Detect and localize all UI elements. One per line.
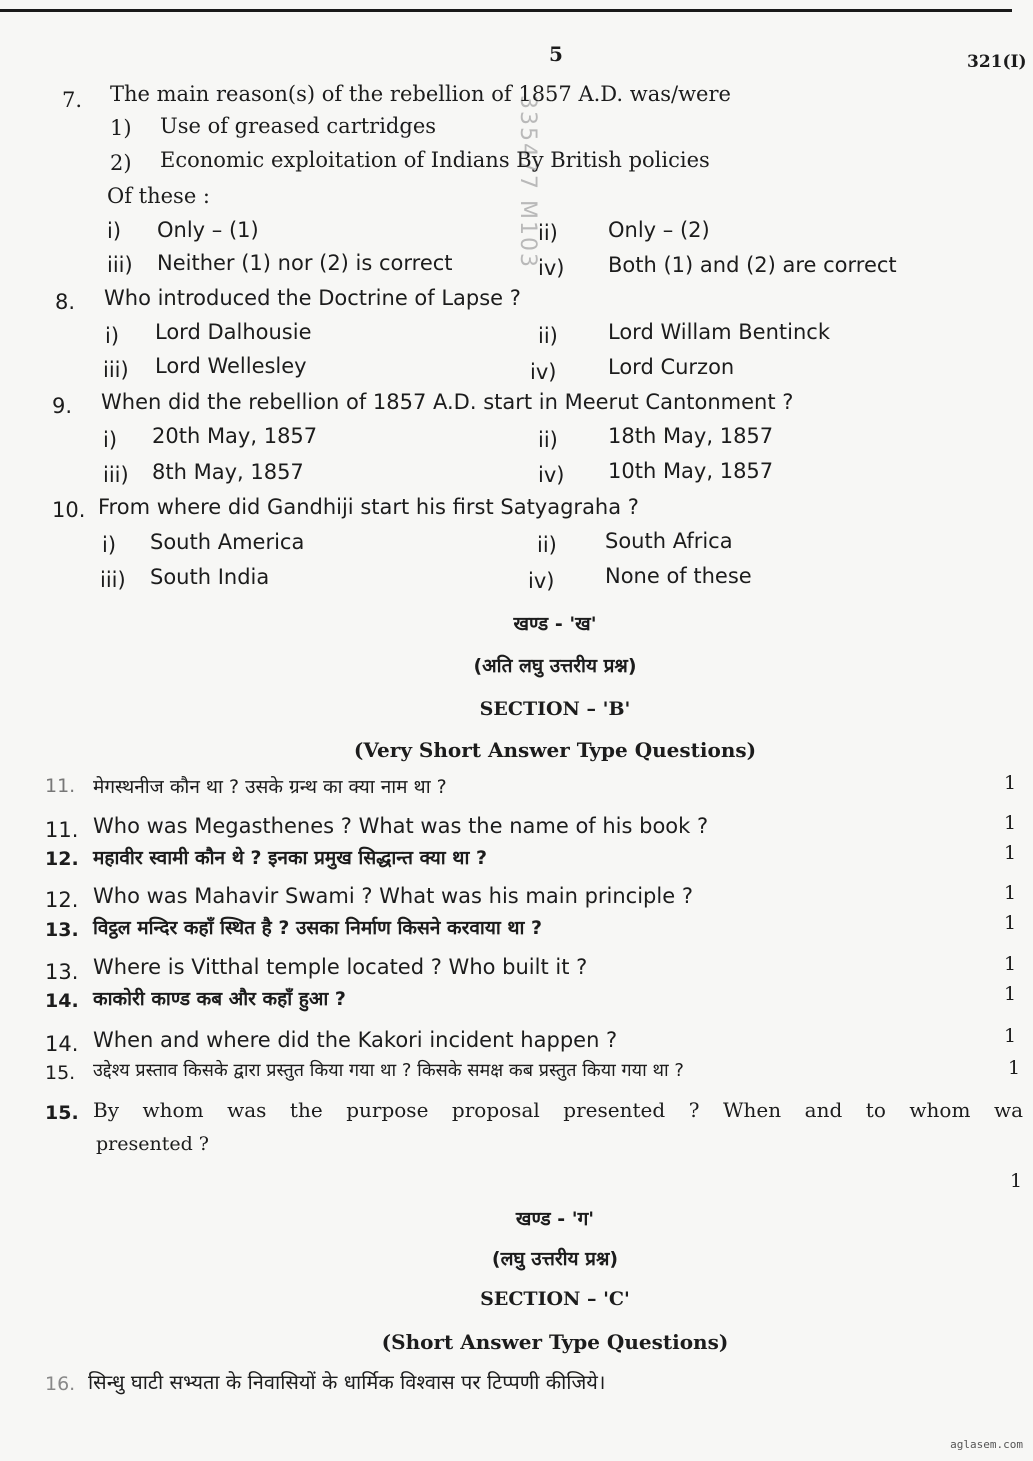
q15-hindi-text: उद्देश्य प्रस्ताव किसके द्वारा प्रस्तुत किया गया था ? किसके समक्ष कब प्रस्तुत किया गया था ? <box>93 1060 684 1081</box>
section-c-hindi-title: खण्ड - 'ग' <box>515 1208 595 1230</box>
q10-option-3: South India <box>150 565 270 589</box>
q9-option-1-num: i) <box>103 428 118 452</box>
question-9-text: When did the rebellion of 1857 A.D. start in Meerut Cantonment ? <box>101 390 794 414</box>
q9-option-4: 10th May, 1857 <box>608 459 774 483</box>
q15-hindi-mark: 1 <box>1008 1057 1021 1079</box>
section-b-hindi-subtitle: (अति लघु उत्तरीय प्रश्न) <box>473 655 637 677</box>
q7-option-4: Both (1) and (2) are correct <box>608 253 897 277</box>
q10-option-3-num: iii) <box>100 568 126 592</box>
q9-option-2-num: ii) <box>538 428 558 452</box>
section-c-subtitle: (Short Answer Type Questions) <box>381 1330 729 1354</box>
q9-option-4-num: iv) <box>538 463 565 487</box>
q8-option-1-num: i) <box>105 324 120 348</box>
q12-hindi-mark: 1 <box>1004 842 1017 864</box>
q9-option-3: 8th May, 1857 <box>152 460 304 484</box>
q7-option-4-num: iv) <box>538 256 565 280</box>
q10-option-4: None of these <box>605 564 752 588</box>
q16-number: 16. <box>45 1373 76 1395</box>
q7-option-1-num: i) <box>107 219 122 243</box>
question-8-text: Who introduced the Doctrine of Lapse ? <box>104 286 521 310</box>
question-7-text: The main reason(s) of the rebellion of 1857 A.D. was/were <box>110 82 731 106</box>
q14-english-mark: 1 <box>1004 1025 1017 1047</box>
q10-option-2: South Africa <box>605 529 733 553</box>
section-c-hindi-subtitle: (लघु उत्तरीय प्रश्न) <box>491 1248 619 1270</box>
question-8-number: 8. <box>55 290 76 314</box>
question-7-number: 7. <box>62 88 83 112</box>
q16-hindi-text: सिन्धु घाटी सभ्यता के निवासियों के धार्मिक विश्वास पर टिप्पणी कीजिये। <box>88 1370 606 1394</box>
q15-english-text: By whom was the purpose proposal presented ? When and to whom wa <box>93 1098 1023 1122</box>
q14-hindi-mark: 1 <box>1004 983 1017 1005</box>
q7-option-3: Neither (1) nor (2) is correct <box>157 251 453 275</box>
q10-option-2-num: ii) <box>537 533 557 557</box>
q8-option-4-num: iv) <box>530 360 557 384</box>
q14-hindi-text: काकोरी काण्ड कब और कहाँ हुआ ? <box>93 988 346 1010</box>
section-b-title: SECTION – 'B' <box>479 698 631 720</box>
top-rule <box>0 9 1012 12</box>
q9-option-2: 18th May, 1857 <box>608 424 774 448</box>
q9-option-1: 20th May, 1857 <box>152 424 318 448</box>
q8-option-1: Lord Dalhousie <box>155 320 312 344</box>
q8-option-3-num: iii) <box>103 358 129 382</box>
page-number: 5 <box>549 42 563 66</box>
q7-option-1: Only – (1) <box>157 218 259 242</box>
q7-statement-2: Economic exploitation of Indians By British policies <box>160 148 710 172</box>
q13-hindi-mark: 1 <box>1004 912 1017 934</box>
section-b-subtitle: (Very Short Answer Type Questions) <box>353 738 757 762</box>
q10-option-1-num: i) <box>102 533 117 557</box>
q13-english-text: Where is Vitthal temple located ? Who built it ? <box>93 955 588 979</box>
q14-hindi-number: 14. <box>45 990 79 1012</box>
q10-option-4-num: iv) <box>528 569 555 593</box>
q12-hindi-number: 12. <box>45 848 79 870</box>
q12-hindi-text: महावीर स्वामी कौन थे ? इनका प्रमुख सिद्धान्त क्या था ? <box>93 847 487 869</box>
q15-english-mark: 1 <box>1010 1170 1023 1192</box>
question-9-number: 9. <box>52 394 73 418</box>
q11-english-number: 11. <box>45 818 79 842</box>
q11-english-text: Who was Megasthenes ? What was the name of his book ? <box>93 814 709 838</box>
q15-english-text-continued: presented ? <box>96 1133 209 1155</box>
q8-option-4: Lord Curzon <box>608 355 735 379</box>
q11-english-mark: 1 <box>1004 812 1017 834</box>
q7-option-2-num: ii) <box>538 221 558 245</box>
q12-english-mark: 1 <box>1004 882 1017 904</box>
watermark: 335477 M103 <box>515 95 540 269</box>
q11-hindi-mark: 1 <box>1004 772 1017 794</box>
q7-statement-2-num: 2) <box>110 151 132 175</box>
q8-option-3: Lord Wellesley <box>155 354 307 378</box>
question-10-text: From where did Gandhiji start his first Satyagraha ? <box>98 495 639 519</box>
q15-english-number: 15. <box>45 1102 79 1124</box>
q14-english-text: When and where did the Kakori incident happen ? <box>93 1028 618 1052</box>
q7-statement-1: Use of greased cartridges <box>160 114 437 138</box>
q7-option-3-num: iii) <box>107 253 133 277</box>
q12-english-text: Who was Mahavir Swami ? What was his main principle ? <box>93 884 693 908</box>
q8-option-2-num: ii) <box>538 324 558 348</box>
q10-option-1: South America <box>150 530 305 554</box>
section-c-title: SECTION – 'C' <box>480 1288 630 1310</box>
q13-hindi-number: 13. <box>45 919 79 941</box>
q8-option-2: Lord Willam Bentinck <box>608 320 830 344</box>
q15-hindi-number: 15. <box>45 1062 76 1084</box>
site-footer: aglasem.com <box>950 1438 1023 1451</box>
q13-hindi-text: विट्ठल मन्दिर कहाँ स्थित है ? उसका निर्माण किसने करवाया था ? <box>93 917 543 939</box>
q7-statement-1-num: 1) <box>110 116 132 140</box>
section-b-hindi-title: खण्ड - 'ख' <box>513 613 597 635</box>
q11-hindi-text: मेगस्थनीज कौन था ? उसके ग्रन्थ का क्या नाम था ? <box>93 776 447 798</box>
q7-prompt: Of these : <box>107 184 211 208</box>
q12-english-number: 12. <box>45 888 79 912</box>
q9-option-3-num: iii) <box>103 463 129 487</box>
paper-code: 321(I) <box>967 52 1027 72</box>
q14-english-number: 14. <box>45 1032 79 1056</box>
q7-option-2: Only – (2) <box>608 218 710 242</box>
question-10-number: 10. <box>52 498 86 522</box>
q13-english-number: 13. <box>45 960 79 984</box>
q11-hindi-number: 11. <box>45 775 76 797</box>
q13-english-mark: 1 <box>1004 953 1017 975</box>
